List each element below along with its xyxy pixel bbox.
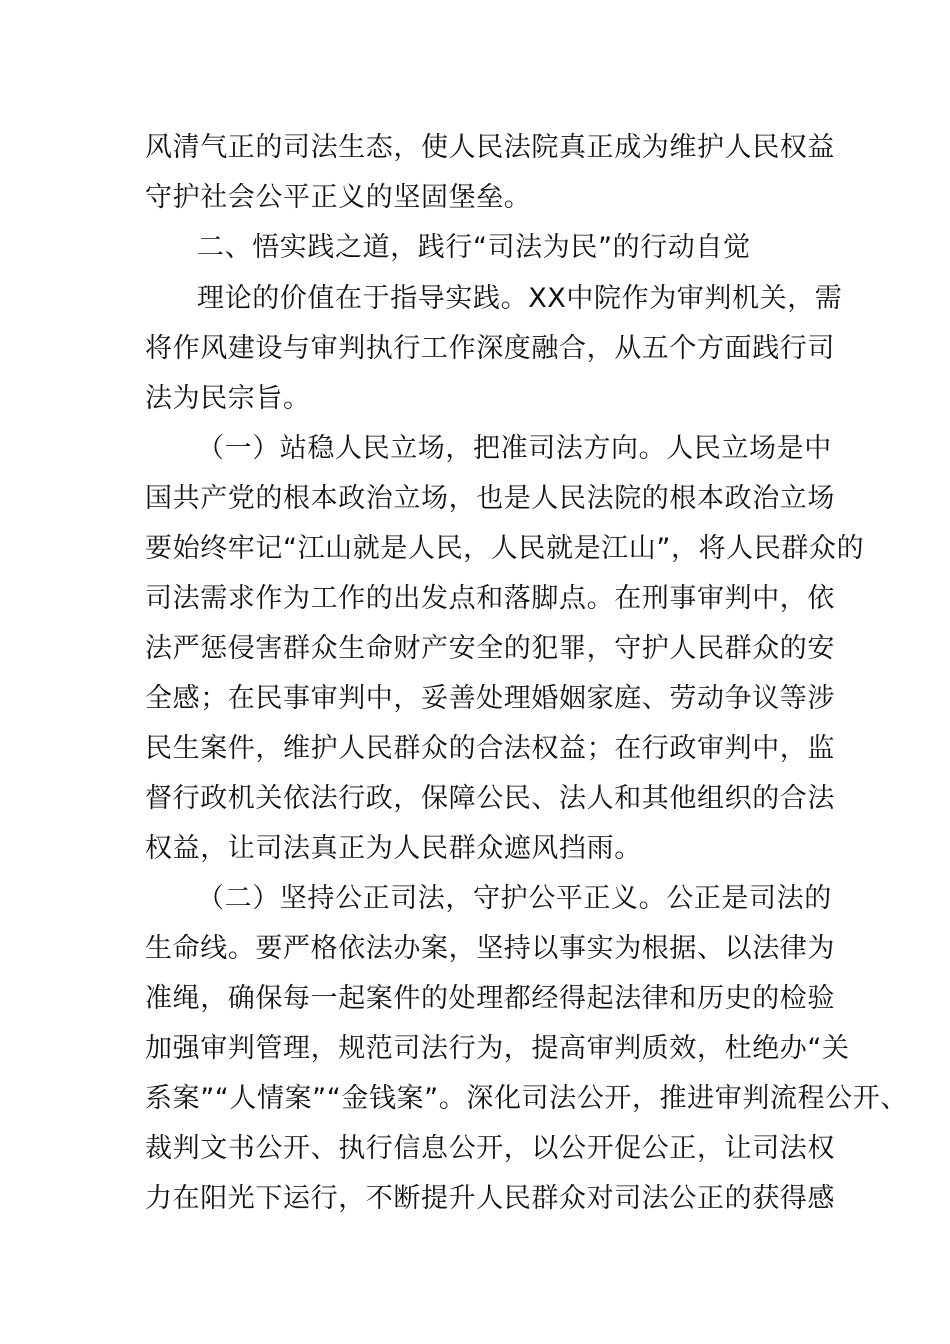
text-line: 法严惩侵害群众生命财产安全的犯罪，守护人民群众的安 [145,633,835,664]
text-line: 理论的价值在于指导实践。XX中院作为审判机关，需 [197,283,843,314]
section-heading: 二、悟实践之道，践行“司法为民”的行动自觉 [197,232,751,263]
text-line: 准绳，确保每一起案件的处理都经得起法律和历史的检验 [145,983,835,1014]
text-line: 加强审判管理，规范司法行为，提高审判质效，杜绝办“关 [145,1033,850,1064]
text-line: 要始终牢记“江山就是人民，人民就是江山”，将人民群众的 [145,533,865,564]
text-line: 风清气正的司法生态，使人民法院真正成为维护人民权益 [145,132,835,163]
text-line: 国共产党的根本政治立场，也是人民法院的根本政治立场 [145,483,835,514]
text-line: （二）坚持公正司法，守护公平正义。公正是司法的 [197,883,832,914]
text-line: 全感；在民事审判中，妥善处理婚姻家庭、劳动争议等涉 [145,683,835,714]
text-line: （一）站稳人民立场，把准司法方向。人民立场是中 [197,433,832,464]
text-line: 将作风建设与审判执行工作深度融合，从五个方面践行司 [145,333,835,364]
text-line: 力在阳光下运行，不断提升人民群众对司法公正的获得感 [145,1183,835,1214]
text-line: 裁判文书公开、执行信息公开，以公开促公正，让司法权 [145,1133,835,1164]
text-line: 督行政机关依法行政，保障公民、法人和其他组织的合法 [145,783,835,814]
text-line: 司法需求作为工作的出发点和落脚点。在刑事审判中，依 [145,583,835,614]
text-line: 系案”“人情案”“金钱案”。深化司法公开，推进审判流程公开、 [145,1083,908,1114]
text-line: 民生案件，维护人民群众的合法权益；在行政审判中，监 [145,733,835,764]
text-line: 权益，让司法真正为人民群众遮风挡雨。 [145,833,642,864]
text-line: 生命线。要严格依法办案，坚持以事实为根据、以法律为 [145,933,835,964]
text-line: 法为民宗旨。 [145,383,311,414]
text-line: 守护社会公平正义的坚固堡垒。 [145,182,532,213]
